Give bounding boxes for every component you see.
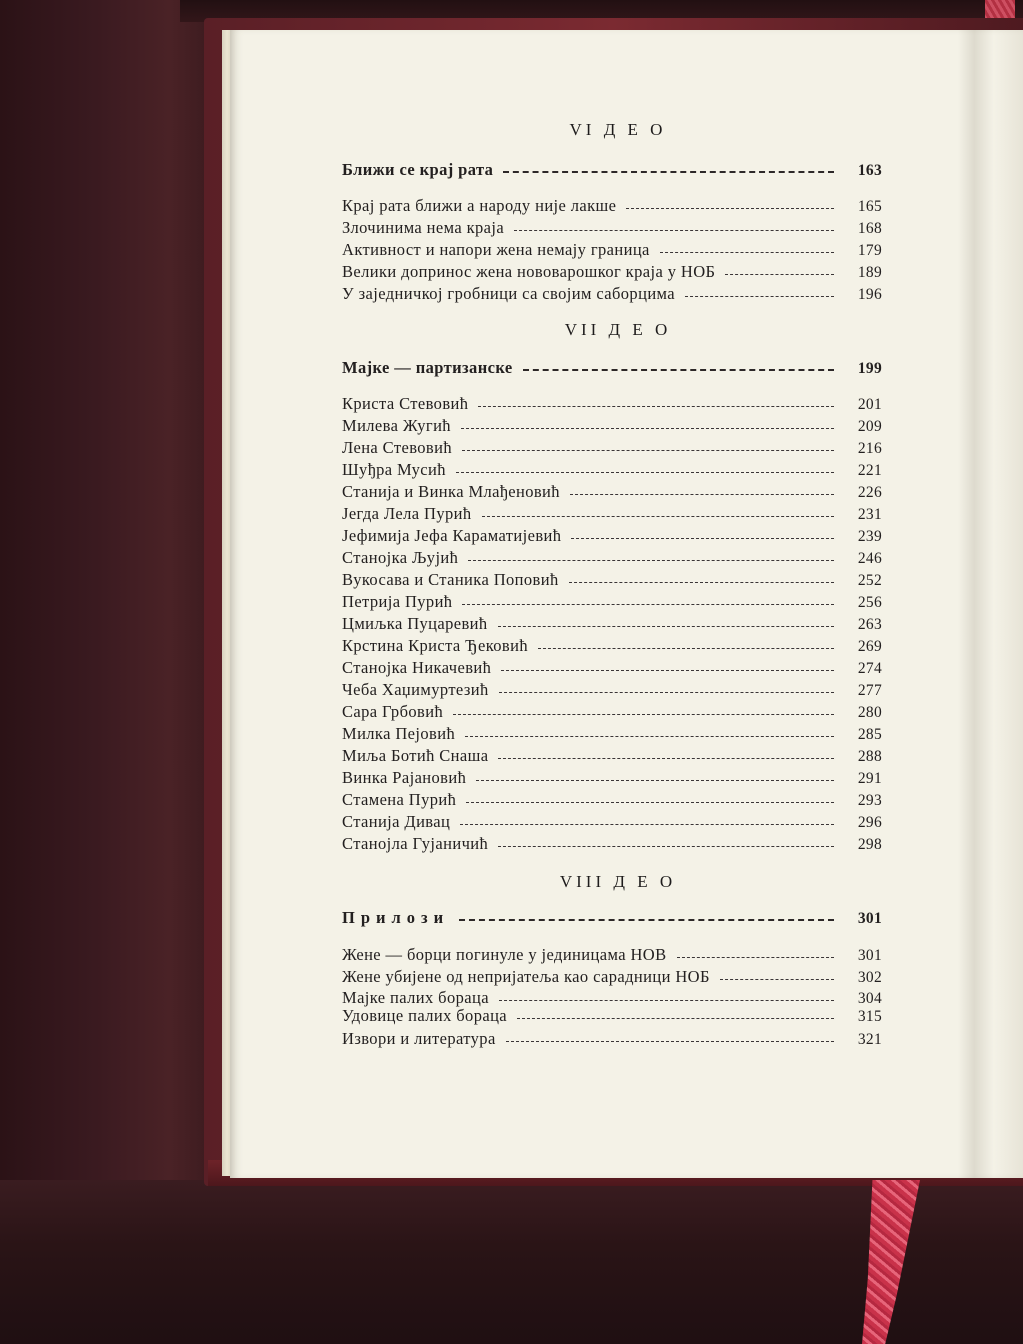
- dot-leader: [482, 516, 834, 517]
- toc-entry: [342, 502, 882, 524]
- toc-entry-page: 239: [857, 528, 882, 545]
- toc-entry: [342, 744, 882, 766]
- dot-leader: [468, 560, 834, 561]
- dot-leader: [498, 846, 834, 847]
- dot-leader: [523, 369, 834, 371]
- toc-entry-page: 196: [857, 286, 882, 303]
- dot-leader: [478, 406, 834, 407]
- toc-entry-page: 179: [857, 242, 882, 259]
- toc-entry-title: Станојла Гујаничић: [342, 834, 489, 853]
- toc-entry-page: 285: [857, 726, 882, 743]
- dot-leader: [499, 1000, 834, 1001]
- toc-entry-page: 168: [857, 220, 882, 237]
- toc-entry-title: Вукосава и Станика Поповић: [342, 570, 559, 589]
- toc-entry-title: Шуђра Мусић: [342, 460, 446, 479]
- dot-leader: [461, 428, 834, 429]
- dot-leader: [466, 802, 834, 803]
- toc-entry: [342, 524, 882, 546]
- toc-entry-title: Миља Ботић Снаша: [342, 746, 489, 765]
- toc-entry-title: Чеба Хаџимуртезић: [342, 680, 489, 699]
- toc-entry: [342, 194, 882, 216]
- toc-entry-title: Извори и литература: [342, 1029, 496, 1048]
- toc-entry: [342, 260, 882, 282]
- dot-leader: [517, 1018, 834, 1019]
- toc-entry-title: Станојка Љујић: [342, 548, 459, 567]
- toc-entry-title: Станија Дивац: [342, 812, 451, 831]
- dot-leader: [677, 957, 835, 958]
- dot-leader: [453, 714, 834, 715]
- toc-entry: [342, 965, 882, 987]
- section-heading-page: 301: [857, 910, 882, 927]
- section-heading: [342, 158, 882, 180]
- toc-entry-title: Лена Стевовић: [342, 438, 453, 457]
- section-heading-page: 163: [857, 162, 882, 179]
- toc-entry-page: 252: [857, 572, 882, 589]
- toc-entry-title: Милка Пејовић: [342, 724, 456, 743]
- toc-entry-page: 288: [857, 748, 882, 765]
- toc-entry-title: Милева Жугић: [342, 416, 451, 435]
- toc-entry: [342, 832, 882, 854]
- toc-entry: [342, 590, 882, 612]
- section-heading-title: Ближи се крај рата: [342, 160, 494, 179]
- dot-leader: [720, 979, 834, 980]
- toc-entry: [342, 766, 882, 788]
- toc-entry-title: Активност и напори жена немају граница: [342, 240, 650, 259]
- toc-entry-title: Злочинима нема краја: [342, 218, 505, 237]
- toc-entry-title: Велики допринос жена нововарошког краја у НОБ: [342, 262, 716, 281]
- toc-entry: [342, 238, 882, 260]
- dot-leader: [498, 758, 834, 759]
- toc-entry: [342, 216, 882, 238]
- toc-entry-title: Цмиљка Пуцаревић: [342, 614, 488, 633]
- toc-entry-title: Жене — борци погинуле у јединицама НОВ: [342, 945, 667, 964]
- dot-leader: [626, 208, 834, 209]
- dot-leader: [571, 538, 834, 539]
- dot-leader: [725, 274, 834, 275]
- toc-entry-page: 296: [857, 814, 882, 831]
- dot-leader: [460, 824, 834, 825]
- section-heading-page: 199: [857, 360, 882, 377]
- toc-entry: [342, 634, 882, 656]
- toc-entry-title: Мајке палих бораца: [342, 988, 489, 1007]
- toc-entry: [342, 458, 882, 480]
- toc-entry: [342, 392, 882, 414]
- toc-entry-title: Крај рата ближи а народу није лакше: [342, 196, 617, 215]
- part-heading-vii: VII Д Е О: [564, 320, 672, 339]
- dot-leader: [503, 171, 834, 173]
- toc-entry-page: 226: [857, 484, 882, 501]
- dot-leader: [498, 626, 834, 627]
- dot-leader: [569, 582, 834, 583]
- toc-entry-title: Стамена Пурић: [342, 790, 457, 809]
- toc-entry: [342, 656, 882, 678]
- dot-leader: [538, 648, 834, 649]
- dot-leader: [506, 1041, 834, 1042]
- dot-leader: [462, 450, 834, 451]
- toc-entry-title: Жене убијене од непријатеља као сарадници НОБ: [342, 967, 710, 986]
- toc-entry-title: Станија и Винка Млађеновић: [342, 482, 560, 501]
- section-heading-title: Мајке — партизанске: [342, 358, 513, 377]
- toc-entry-page: 209: [857, 418, 882, 435]
- toc-entry-page: 301: [857, 947, 882, 964]
- toc-entry-title: У заједничкој гробници са својим саборцима: [342, 284, 675, 303]
- toc-entry-page: 263: [857, 616, 882, 633]
- dot-leader: [570, 494, 834, 495]
- toc-entry-page: 280: [857, 704, 882, 721]
- toc-entry-title: Винка Рајановић: [342, 768, 467, 787]
- dot-leader: [685, 296, 834, 297]
- toc-entry: [342, 788, 882, 810]
- dot-leader: [499, 692, 834, 693]
- toc-entry-page: 165: [857, 198, 882, 215]
- dot-leader: [465, 736, 834, 737]
- toc-entry-title: Петрија Пурић: [342, 592, 453, 611]
- dot-leader: [501, 670, 834, 671]
- toc-entry-page: 221: [857, 462, 882, 479]
- toc-entry-title: Криста Стевовић: [342, 394, 469, 413]
- dot-leader: [456, 472, 834, 473]
- toc-entry-page: 201: [857, 396, 882, 413]
- toc-entry-page: 315: [857, 1008, 882, 1025]
- toc-entry: [342, 282, 882, 304]
- toc-entry: [342, 700, 882, 722]
- toc-entry: [342, 546, 882, 568]
- toc-entry: [342, 1027, 882, 1049]
- dot-leader: [514, 230, 834, 231]
- section-heading: [342, 356, 882, 378]
- toc-entry-page: 291: [857, 770, 882, 787]
- toc-entry: [342, 480, 882, 502]
- toc-entry-page: 293: [857, 792, 882, 809]
- toc-entry-page: 304: [857, 990, 882, 1007]
- toc-entry-title: Јефимија Јефа Караматијевић: [342, 526, 562, 545]
- toc-entry-page: 231: [857, 506, 882, 523]
- part-heading-viii: VIII Д Е О: [559, 872, 677, 891]
- toc-entry: [342, 414, 882, 436]
- toc-entry: [342, 436, 882, 458]
- toc-entry: [342, 568, 882, 590]
- dot-leader: [459, 919, 834, 921]
- toc-entry-title: Сара Грбовић: [342, 702, 444, 721]
- dot-leader: [660, 252, 834, 253]
- toc-entry: [342, 722, 882, 744]
- toc-entry-title: Удовице палих бораца: [342, 1006, 508, 1025]
- toc-entry: [342, 678, 882, 700]
- toc-entry-title: Крстина Криста Ђековић: [342, 636, 528, 655]
- toc-entry-page: 269: [857, 638, 882, 655]
- dot-leader: [476, 780, 834, 781]
- toc-entry-page: 246: [857, 550, 882, 567]
- toc-entry-title: Јегда Лела Пурић: [342, 504, 472, 523]
- toc-entry-page: 189: [857, 264, 882, 281]
- toc-entry: [342, 810, 882, 832]
- section-heading-title: Прилози: [342, 908, 450, 927]
- toc-entry: [342, 612, 882, 634]
- toc-entry-page: 302: [857, 969, 882, 986]
- toc-entry-page: 277: [857, 682, 882, 699]
- part-heading-vi: VI Д Е О: [569, 120, 667, 139]
- toc-entry-page: 321: [857, 1031, 882, 1048]
- toc-entry: [342, 943, 882, 965]
- toc-entry: [342, 1004, 882, 1026]
- toc-entry-page: 298: [857, 836, 882, 853]
- toc-entry-page: 256: [857, 594, 882, 611]
- toc-entry-title: Станојка Никачевић: [342, 658, 492, 677]
- toc-entry-page: 274: [857, 660, 882, 677]
- toc-entry-page: 216: [857, 440, 882, 457]
- dot-leader: [462, 604, 834, 605]
- section-heading: [342, 906, 882, 928]
